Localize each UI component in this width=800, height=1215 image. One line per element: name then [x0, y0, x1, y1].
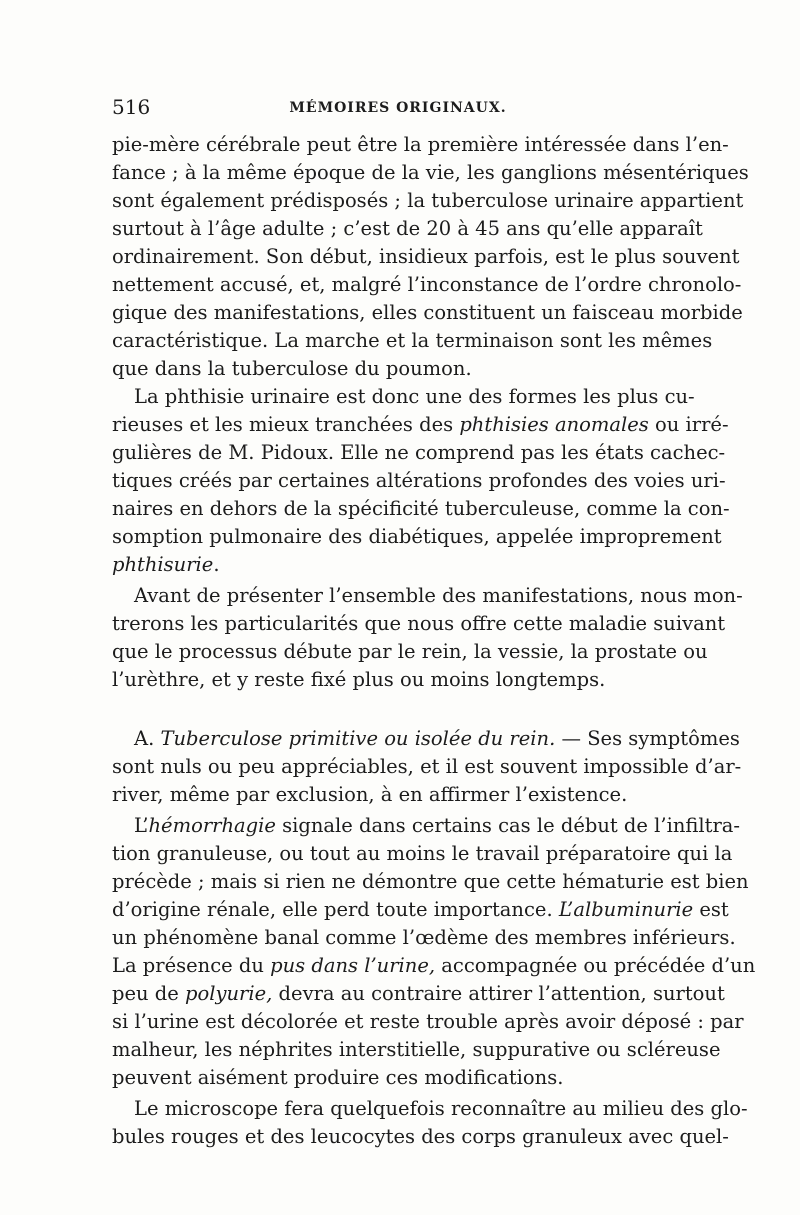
text-line: Avant de présenter l’ensemble des manifestations, nous mon- — [134, 584, 743, 607]
text-line: peuvent aisément produire ces modifications. — [112, 1066, 564, 1089]
text-line: tiques créés par certaines altérations profondes des voies uri- — [112, 469, 726, 492]
text-line: pie-mère cérébrale peut être la première intéressée dans l’en- — [112, 133, 729, 156]
text-line: naires en dehors de la spécificité tuberculeuse, comme la con- — [112, 497, 730, 520]
text-line: sont également prédisposés ; la tuberculose urinaire appartient — [112, 189, 744, 212]
page-number: 516 — [112, 95, 151, 119]
text-line: malheur, les néphrites interstitielle, suppurative ou scléreuse — [112, 1038, 721, 1061]
text-line: que le processus débute par le rein, la vessie, la prostate ou — [112, 640, 708, 663]
text-line: sont nuls ou peu appréciables, et il est souvent impossible d’ar- — [112, 755, 742, 778]
page-header — [112, 92, 684, 126]
text-line: caractéristique. La marche et la terminaison sont les mêmes — [112, 329, 713, 352]
text-line: La phthisie urinaire est donc une des formes les plus cu- — [134, 385, 695, 408]
text-line: si l’urine est décolorée et reste trouble après avoir déposé : par — [112, 1010, 744, 1033]
text-line: A. Tuberculose primitive ou isolée du rein. — Ses symptômes — [134, 727, 740, 750]
text-line: river, même par exclusion, à en affirmer l’existence. — [112, 783, 628, 806]
text-line: La présence du pus dans l’urine, accompagnée ou précédée d’un — [112, 954, 756, 977]
text-line: gique des manifestations, elles constituent un faisceau morbide — [112, 301, 743, 324]
text-line: Le microscope fera quelquefois reconnaître au milieu des glo- — [134, 1097, 748, 1120]
text-line: que dans la tuberculose du poumon. — [112, 357, 472, 380]
text-line: d’origine rénale, elle perd toute importance. L’albuminurie est — [112, 898, 729, 921]
text-line: gulières de M. Pidoux. Elle ne comprend pas les états cachec- — [112, 441, 726, 464]
text-line: un phénomène banal comme l’œdème des membres inférieurs. — [112, 926, 736, 949]
text-line: phthisurie. — [112, 553, 220, 576]
text-line: surtout à l’âge adulte ; c’est de 20 à 45 ans qu’elle apparaît — [112, 217, 703, 240]
text-line: trerons les particularités que nous offre cette maladie suivant — [112, 612, 726, 635]
text-line: l’urèthre, et y reste fixé plus ou moins longtemps. — [112, 668, 606, 691]
text-line: tion granuleuse, ou tout au moins le travail préparatoire qui la — [112, 842, 733, 865]
text-line: L’hémorrhagie signale dans certains cas le début de l’infiltra- — [134, 814, 741, 837]
text-line: ordinairement. Son début, insidieux parfois, est le plus souvent — [112, 245, 740, 268]
text-line: précède ; mais si rien ne démontre que cette hématurie est bien — [112, 870, 749, 893]
text-line: fance ; à la même époque de la vie, les ganglions mésentériques — [112, 161, 749, 184]
text-line: peu de polyurie, devra au contraire attirer l’attention, surtout — [112, 982, 725, 1005]
text-line: somption pulmonaire des diabétiques, appelée improprement — [112, 525, 722, 548]
running-title: MÉMOIRES ORIGINAUX. — [289, 100, 507, 116]
text-line: nettement accusé, et, malgré l’inconstance de l’ordre chronolo- — [112, 273, 742, 296]
text-line: rieuses et les mieux tranchées des phthisies anomales ou irré- — [112, 413, 729, 436]
text-line: bules rouges et des leucocytes des corps granuleux avec quel- — [112, 1125, 729, 1148]
